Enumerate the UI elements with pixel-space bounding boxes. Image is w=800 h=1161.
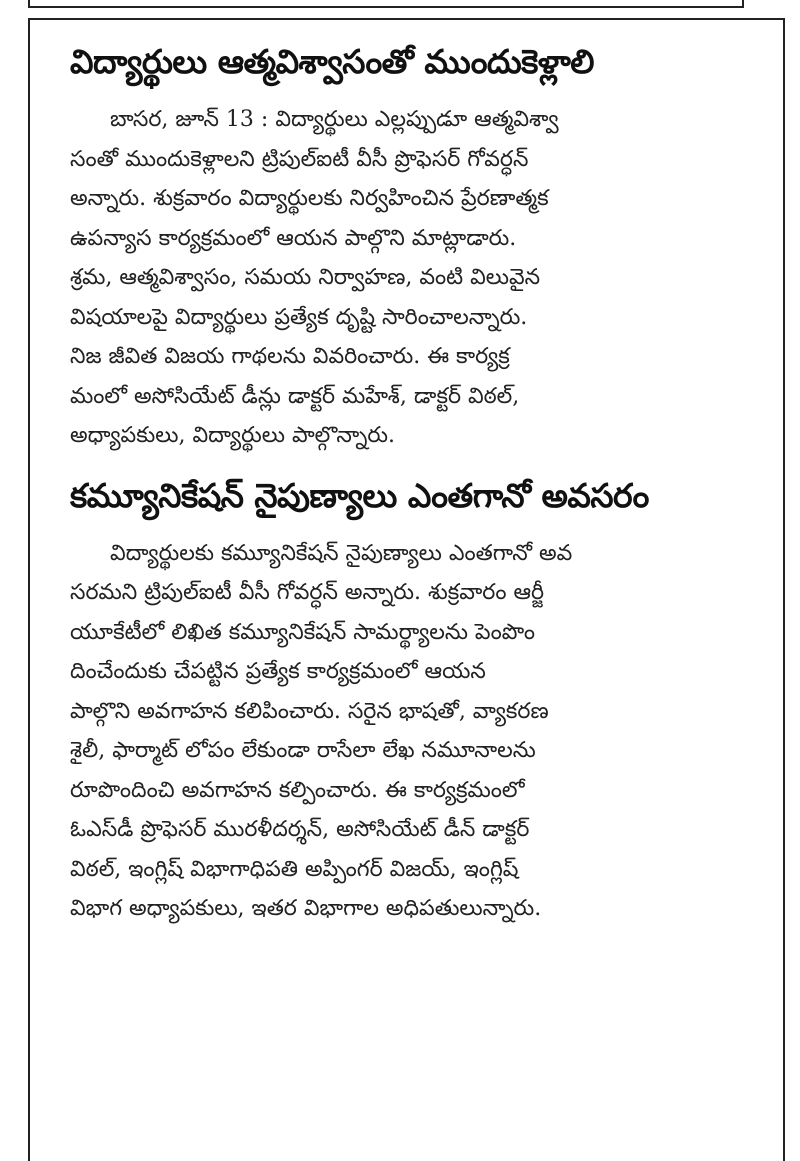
article1-line: ఉపన్యాస కార్యక్రమంలో ఆయన పాల్గొని మాట్లాడారు. <box>70 225 517 251</box>
article2-line: పాల్గొని అవగాహన కలిపించారు. సరైన భాషతో, వ్యాకరణ <box>70 698 549 724</box>
article1-line: నిజ జీవిత విజయ గాథలను వివరించారు. ఈ కార్యక్ర <box>70 344 510 369</box>
article1-line: బాసర, జూన్ 13 : విద్యార్థులు ఎల్లప్పుడూ ఆత్మవిశ్వా <box>110 107 559 132</box>
article2-line: విద్యార్థులకు కమ్యూనికేషన్ నైపుణ్యాలు ఎంతగానో అవ <box>110 540 573 566</box>
article1-headline: విద్యార్థులు ఆత్మవిశ్వాసంతో ముందుకెళ్లాలి <box>70 42 594 81</box>
article1-body <box>70 100 763 456</box>
article2-line: యూకేటీలో లిఖిత కమ్యూనికేషన్ సామర్థ్యాలను పెంపొం <box>70 619 536 645</box>
article2-headline: కమ్యూనికేషన్ నైపుణ్యాలు ఎంతగానో అవసరం <box>70 475 649 515</box>
newspaper-clipping <box>28 18 785 1161</box>
article2-line: శైలీ, ఫార్మాట్ లోపం లేకుండా రాసేలా లేఖ నమూనాలను <box>70 738 536 763</box>
article1-line: అధ్యాపకులు, విద్యార్థులు పాల్గొన్నారు. <box>70 423 395 448</box>
article1-line: శ్రమ, ఆత్మవిశ్వాసం, సమయ నిర్వాహణ, వంటి విలువైన <box>70 265 541 290</box>
article2-line: సరమని ట్రిపుల్‌ఐటీ వీసీ గోవర్ధన్ అన్నారు. శుక్రవారం ఆర్జీ <box>70 580 545 605</box>
article2-body <box>70 534 763 929</box>
article1-line: విషయాలపై విద్యార్థులు ప్రత్యేక దృష్టి సారించాలన్నారు. <box>70 304 528 330</box>
article1-line: సంతో ముందుకెళ్లాలని ట్రిపుల్‌ఐటీ వీసీ ప్రొఫెసర్ గోవర్ధన్ <box>70 146 529 172</box>
article1-line: అన్నారు. శుక్రవారం విద్యార్థులకు నిర్వహించిన ప్రేరణాత్మక <box>70 186 549 211</box>
article2-line: విభాగ అధ్యాపకులు, ఇతర విభాగాల అధిపతులున్నారు. <box>70 896 542 921</box>
article1-line: మంలో అసోసియేట్ డీన్లు డాక్టర్ మహేశ్, డాక్టర్ విఠల్, <box>70 383 520 409</box>
article2-line: విఠల్, ఇంగ్లిష్ విభాగాధిపతి అప్పింగర్ విజయ్, ఇంగ్లిష్ <box>70 856 519 882</box>
article2-line: ఓఎస్‌డీ ప్రొఫెసర్ మురళీదర్శన్, అసోసియేట్ డీన్ డాక్టర్ <box>70 817 530 842</box>
previous-clipping-border <box>28 0 744 8</box>
article2-line: దించేందుకు చేపట్టిన ప్రత్యేక కార్యక్రమంలో ఆయన <box>70 659 486 684</box>
article2-line: రూపొందించి అవగాహన కల్పించారు. ఈ కార్యక్రమంలో <box>70 777 525 803</box>
